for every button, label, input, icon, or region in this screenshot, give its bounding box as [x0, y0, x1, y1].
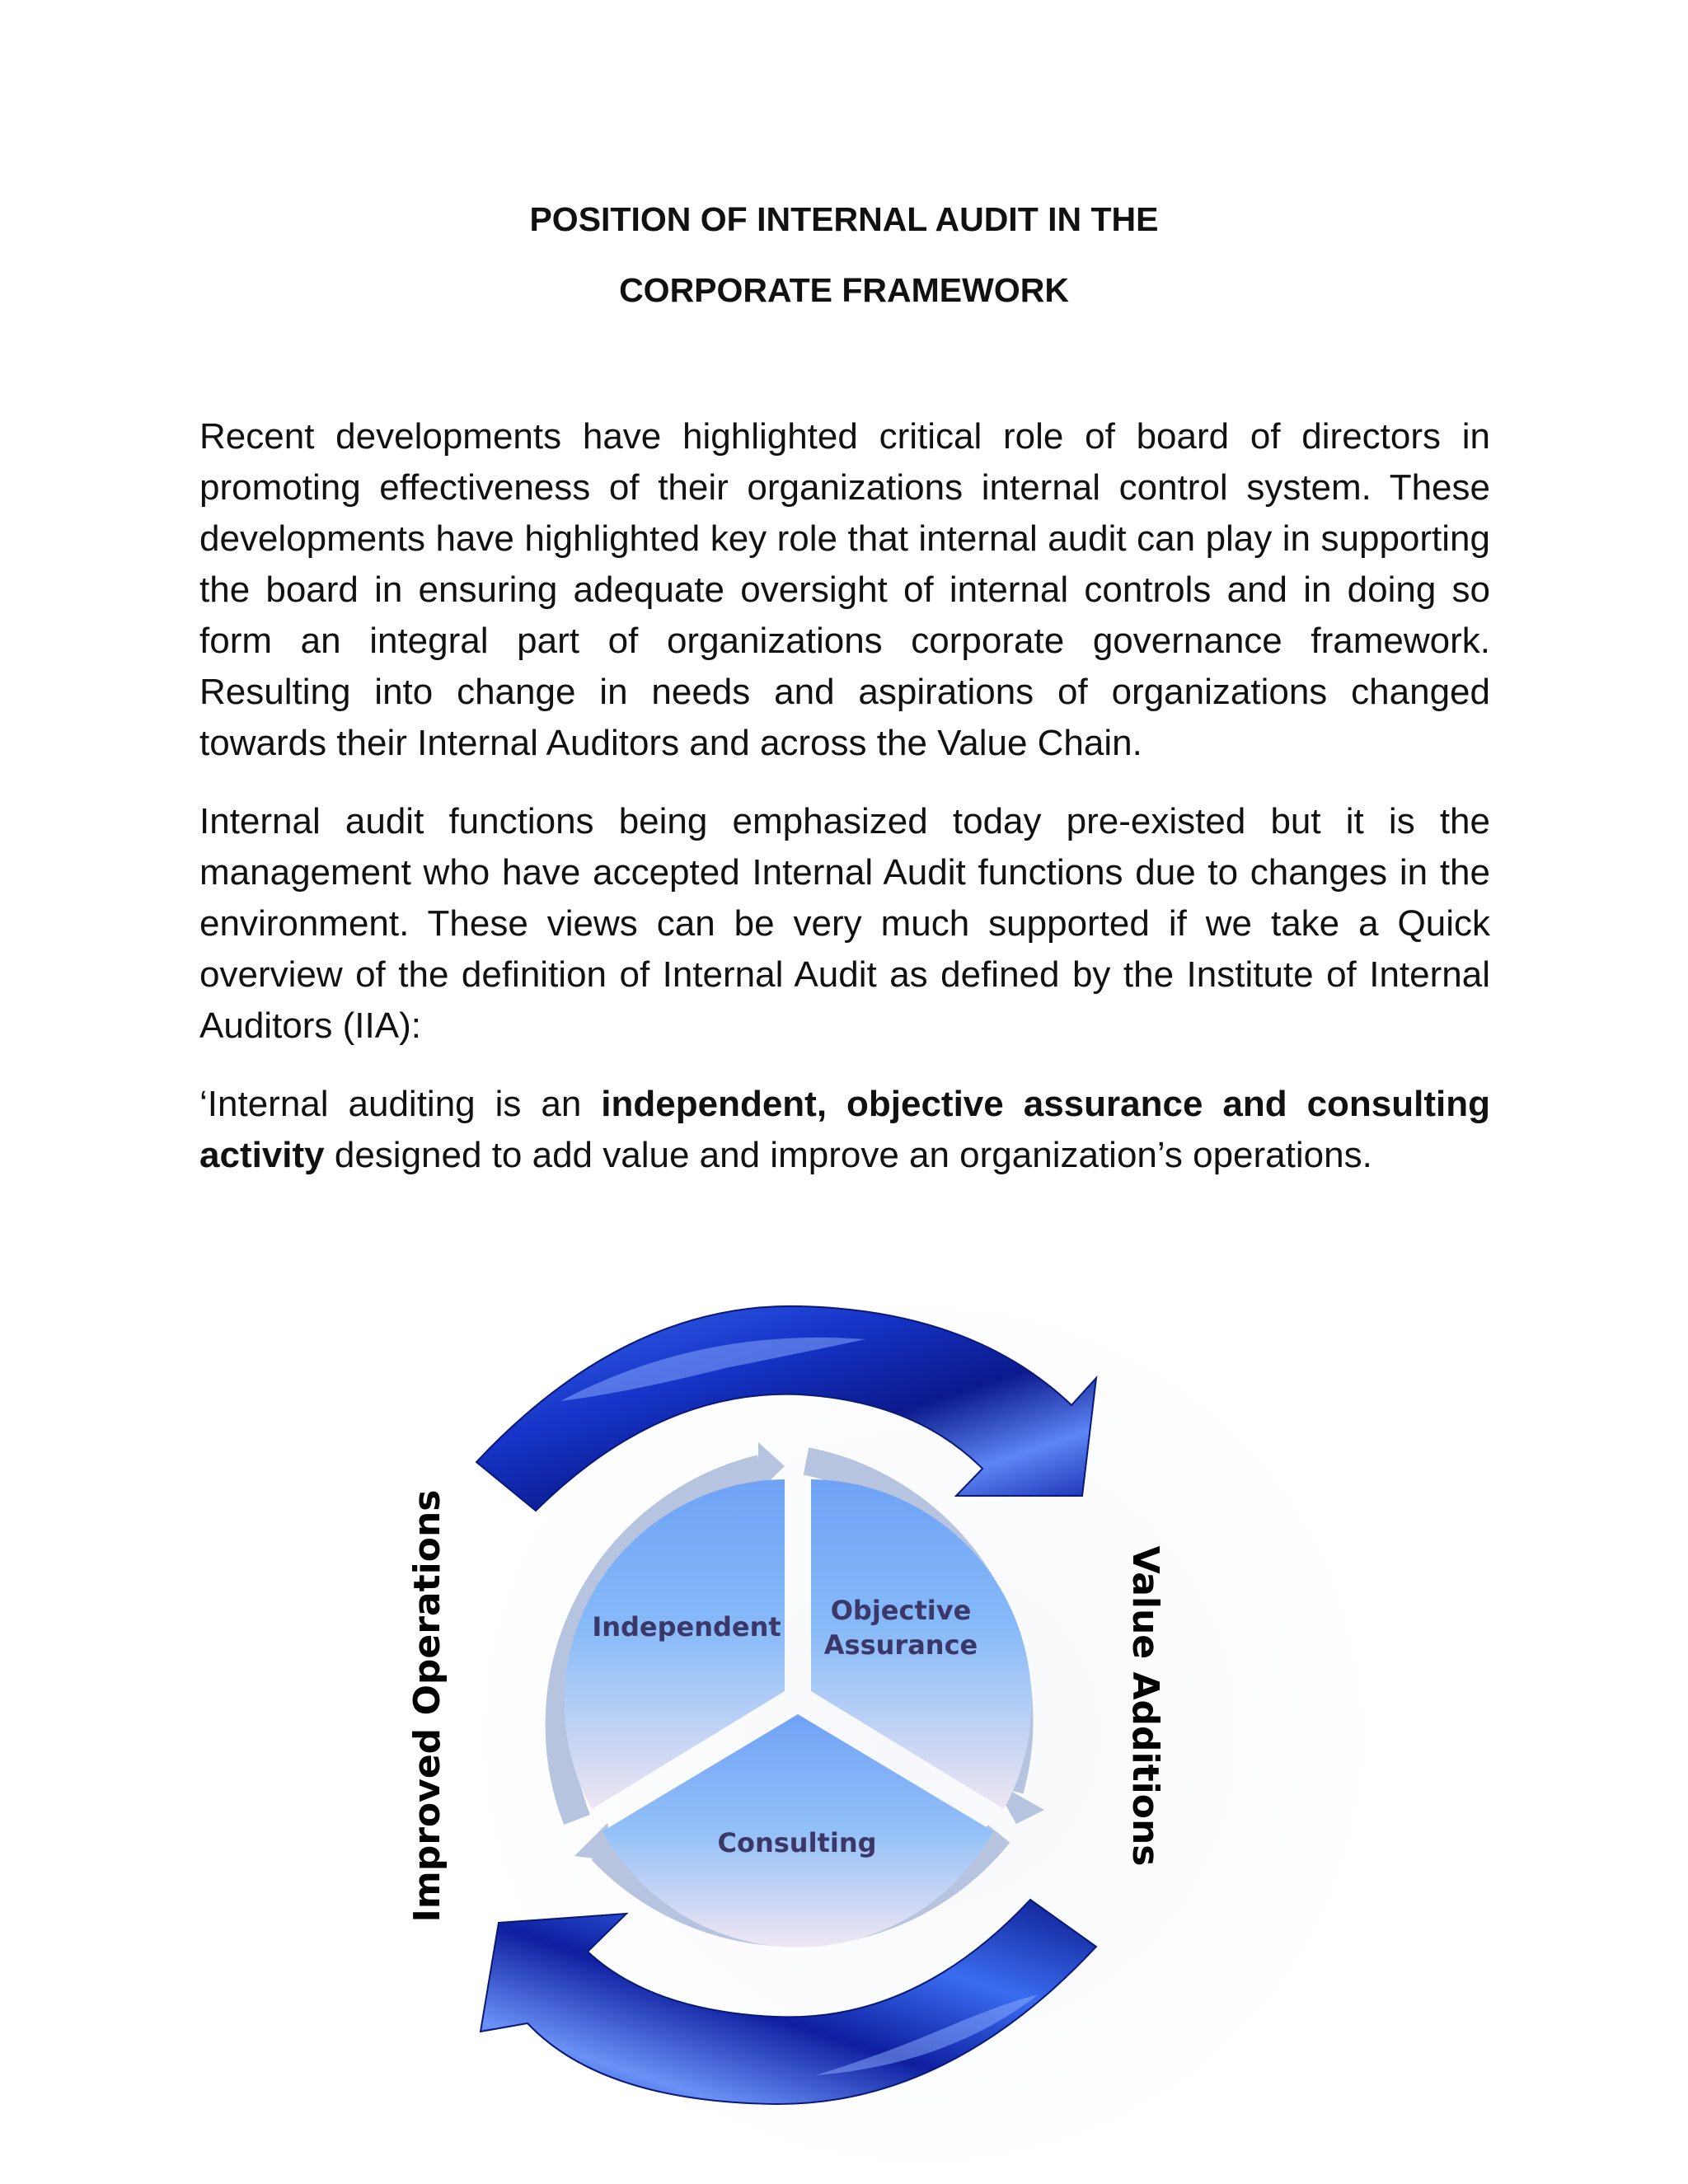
quote-suffix: designed to add value and improve an organization’s operations. — [324, 1135, 1372, 1175]
segment-label-objective: Objective — [830, 1595, 972, 1626]
side-label-improved-operations: Improved Operations — [406, 1489, 448, 1923]
segment-label-consulting: Consulting — [717, 1827, 877, 1858]
paragraph-internal-audit-functions: Internal audit functions being emphasized today pre-existed but it is the management who have accepted Internal Audit functions due to changes in the environment. These views can be very much supported if we take a Quick overview of the definition of Internal Audit as defined by the Institute of Internal Auditors (IIA): — [199, 801, 1490, 1046]
page-title-line-2: CORPORATE FRAMEWORK — [619, 271, 1069, 309]
side-label-value-additions: Value Additions — [1124, 1545, 1166, 1867]
paragraph-recent-developments: Recent developments have highlighted critical role of board of directors in promoting effectiveness of their organizations internal control system. These developments have highlighted key role that internal audit can play in supporting the board in ensuring adequate oversight of internal controls and in doing so form an integral part of organizations corporate governance framework. Resulting into change in needs and aspirations of organizations changed towards their Internal Auditors and across the Value Chain. — [199, 416, 1490, 763]
segment-label-assurance: Assurance — [823, 1629, 978, 1661]
quote-prefix: ‘Internal auditing is an — [199, 1084, 602, 1124]
quote-bold-phrase: independent, objective assurance and consulting activity — [199, 1084, 1491, 1175]
segment-label-independent: Independent — [592, 1611, 781, 1643]
page-title-line-1: POSITION OF INTERNAL AUDIT IN THE — [529, 200, 1159, 238]
paragraph-iia-definition — [199, 1079, 1490, 1181]
